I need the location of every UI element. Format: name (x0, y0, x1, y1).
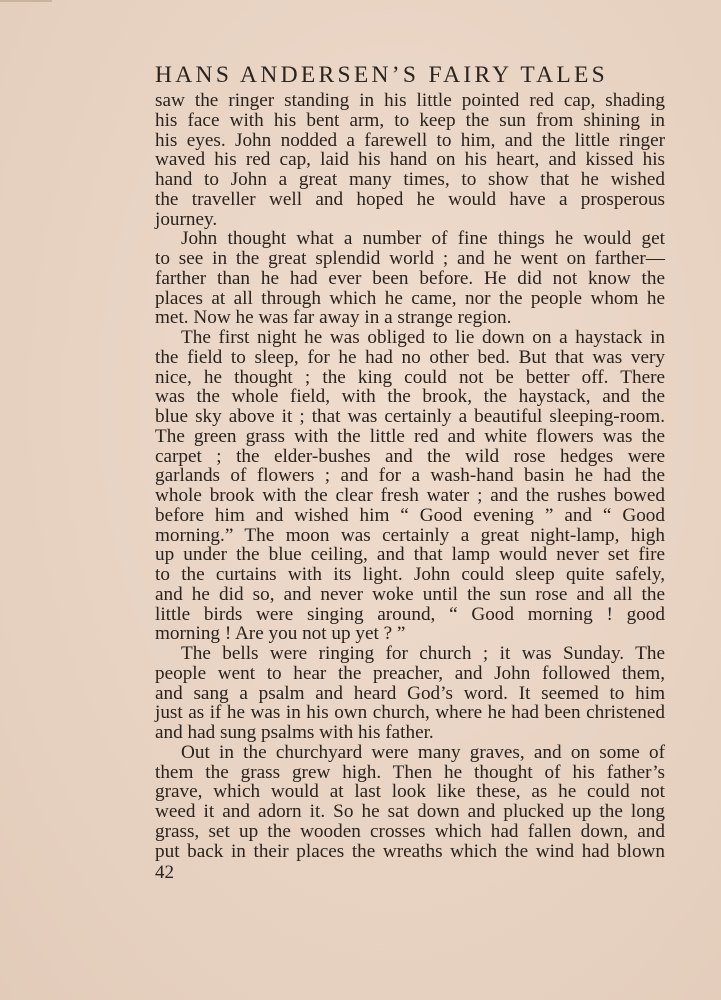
text-line: put back in their places the wreaths which the wind had blown (155, 840, 665, 862)
text-line: the field to sleep, for he had no other bed. But that was very (155, 346, 665, 368)
text-line: morning ! Are you not up yet ? ” (155, 623, 406, 645)
text-line: morning.” The moon was certainly a great night-lamp, high (155, 524, 665, 546)
page-corner-mark (0, 0, 52, 2)
paragraph (155, 743, 665, 862)
text-line: grass, set up the wooden crosses which had fallen down, and (155, 820, 665, 842)
text-line: them the grass grew high. Then he thought of his father’s (155, 761, 665, 783)
text-line: saw the ringer standing in his little pointed red cap, shading (155, 90, 665, 111)
text-line: and he did so, and never woke until the sun rose and all the (155, 583, 665, 605)
text-line: whole brook with the clear fresh water ; and the rushes bowed (155, 485, 665, 506)
text-line: was the whole field, with the brook, the haystack, and the (155, 386, 665, 408)
text-line: journey. (155, 208, 218, 230)
text-line: before him and wished him “ Good evening ” and “ Good (155, 504, 665, 526)
text-line: The green grass with the little red and white flowers was the (155, 425, 665, 447)
text-line: just as if he was in his own church, where he had been christened (155, 702, 665, 724)
text-line: met. Now he was far away in a strange region. (155, 307, 512, 329)
paragraph (155, 229, 665, 328)
text-line: John thought what a number of fine things he would get (181, 228, 665, 250)
text-line: weed it and adorn it. So he sat down and plucked up the long (155, 801, 665, 822)
text-line: garlands of flowers ; and for a wash-hand basin he had the (155, 465, 665, 487)
text-line: to the curtains with its light. John could sleep quite safely, (155, 564, 665, 585)
text-line: carpet ; the elder-bushes and the wild rose hedges were (155, 445, 665, 467)
text-line: his eyes. John nodded a farewell to him, and the little ringer (155, 129, 665, 151)
text-line: the traveller well and hoped he would have a prosperous (155, 188, 665, 210)
text-line: farther than he had ever been before. He did not know the (155, 267, 665, 289)
page-number: 42 (155, 862, 174, 883)
text-line: and had sung psalms with his father. (155, 722, 434, 743)
body-text (155, 91, 665, 861)
text-line: The bells were ringing for church ; it was Sunday. The (181, 643, 665, 664)
text-line: his face with his bent arm, to keep the sun from shining in (155, 109, 665, 131)
text-line: nice, he thought ; the king could not be better off. There (155, 366, 665, 388)
text-line: waved his red cap, laid his hand on his heart, and kissed his (155, 149, 665, 171)
text-line: grave, which would at last look like these, as he could not (155, 781, 665, 803)
text-line: up under the blue ceiling, and that lamp would never set fire (155, 544, 665, 566)
text-line: to see in the great splendid world ; and he went on farther— (155, 248, 665, 269)
running-head: HANS ANDERSEN’S FAIRY TALES (155, 62, 609, 88)
text-line: places at all through which he came, nor the people whom he (155, 287, 665, 309)
paragraph (155, 644, 665, 743)
paragraph (155, 91, 665, 229)
text-line: and sang a psalm and heard God’s word. It seemed to him (155, 682, 665, 704)
text-line: people went to hear the preacher, and John followed them, (155, 662, 665, 684)
text-line: Out in the churchyard were many graves, and on some of (181, 741, 665, 763)
text-line: little birds were singing around, “ Good morning ! good (155, 603, 665, 625)
text-line: hand to John a great many times, to show that he wished (155, 169, 665, 190)
paragraph (155, 328, 665, 644)
text-line: The first night he was obliged to lie down on a haystack in (181, 327, 665, 348)
text-line: blue sky above it ; that was certainly a beautiful sleeping-room. (155, 406, 665, 427)
